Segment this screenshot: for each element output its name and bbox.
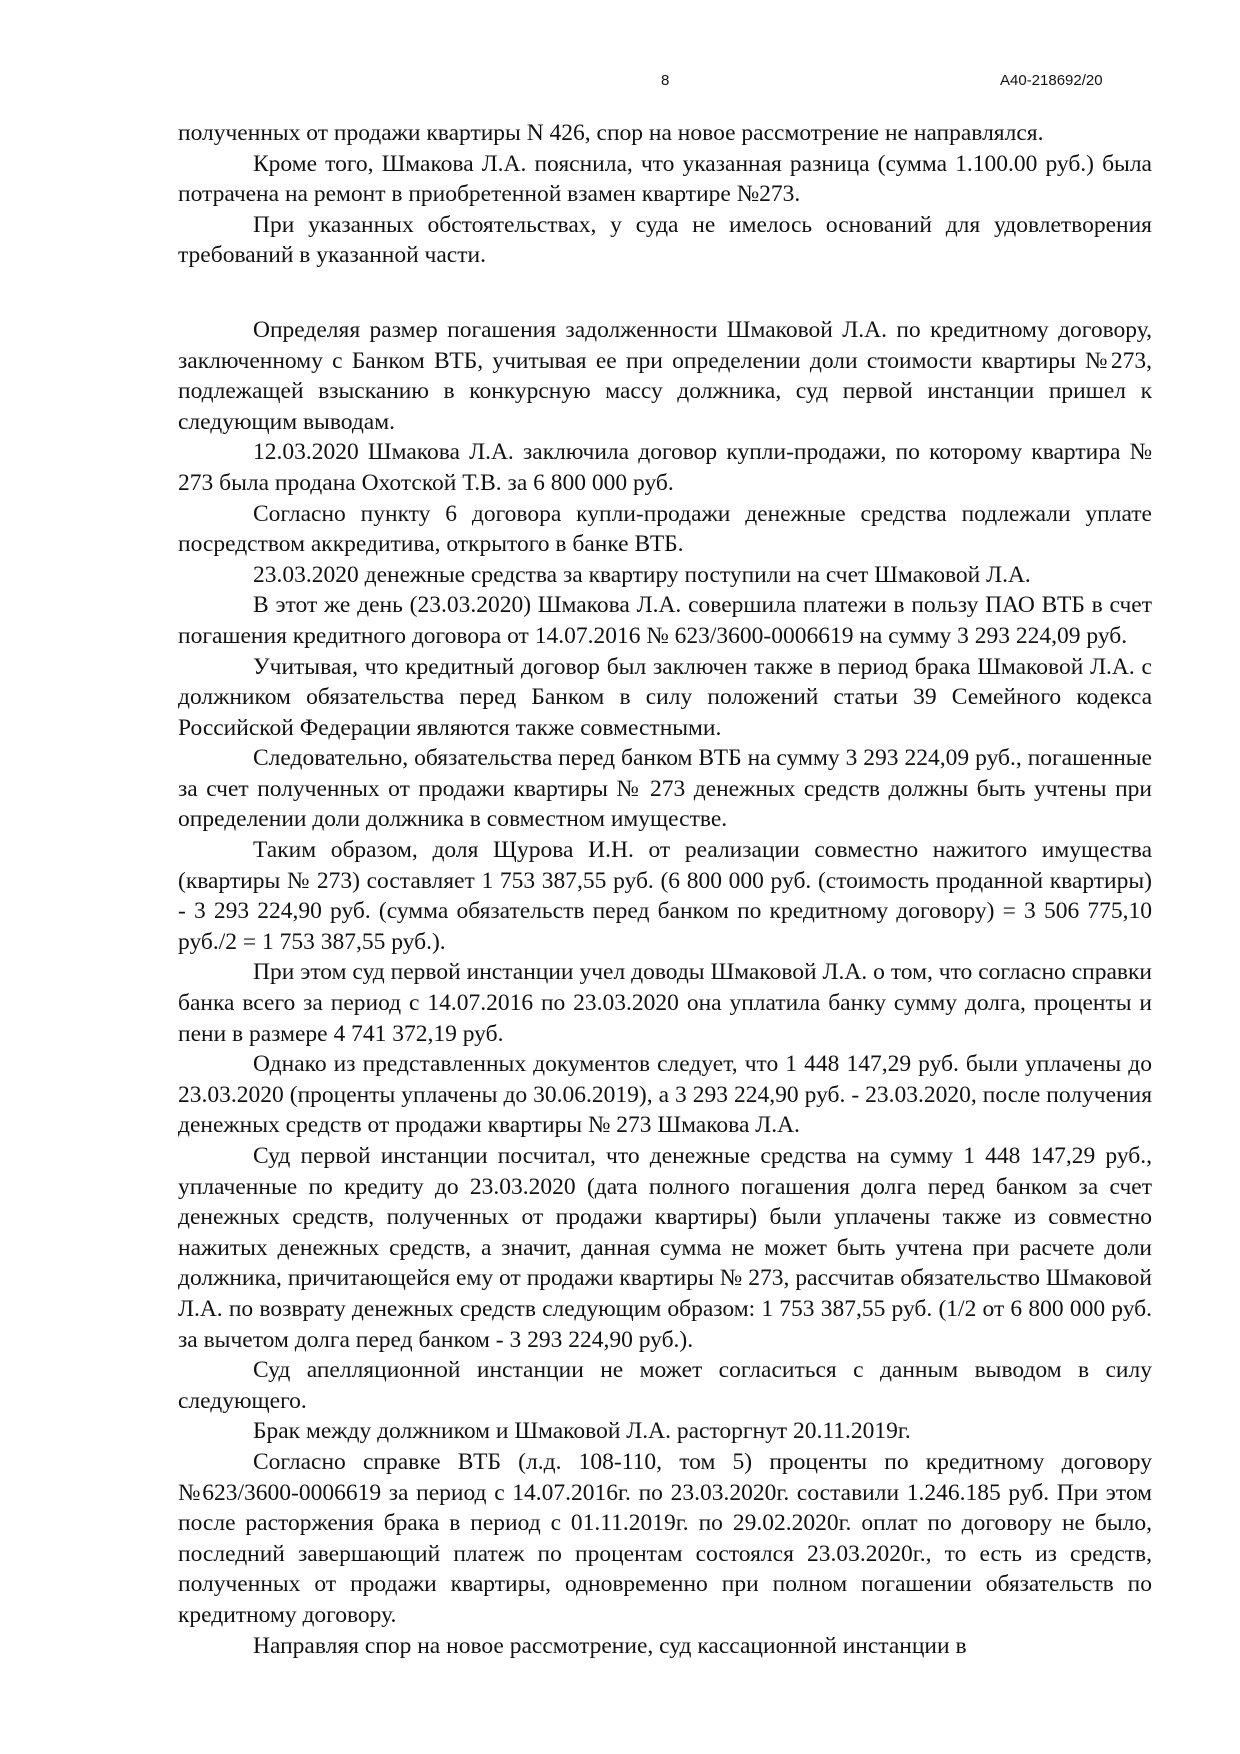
paragraph: При указанных обстоятельствах, у суда не имелось оснований для удовлетворения требований в указанной части. [178, 211, 1152, 269]
paragraph: В этот же день (23.03.2020) Шмакова Л.А. совершила платежи в пользу ПАО ВТБ в счет погашения кредитного договора от 14.07.2016 № 623/3600-0006619 на сумму 3 293 224,09 руб. [178, 592, 1152, 649]
paragraph: Суд апелляционной инстанции не может согласиться с данным выводом в силу следующего. [178, 1357, 1152, 1414]
paragraph: Следовательно, обязательства перед банком ВТБ на сумму 3 293 224,09 руб., погашенные за счет полученных от продажи квартиры № 273 денежных средств должны быть учтены при определении доли должника в совместном имуществе. [178, 745, 1152, 833]
paragraph: Согласно справке ВТБ (л.д. 108-110, том 5) проценты по кредитному договору №623/3600-0006619 за период с 14.07.2016г. по 23.03.2020г. составили 1.246.185 руб. При этом после расторжения брака в период с 01.11.2019г. по 29.02.2020г. оплат по договору не было, последний завершающий платеж по процентам состоялся 23.03.2020г., то есть из средств, полученных от продажи квартиры, одновременно при полном погашении обязательств по кредитному договору. [178, 1448, 1152, 1628]
paragraph: При этом суд первой инстанции учел доводы Шмаковой Л.А. о том, что согласно справки банка всего за период с 14.07.2016 по 23.03.2020 она уплатила банку сумму долга, проценты и пени в размере 4 741 372,19 руб. [178, 959, 1152, 1047]
paragraph: 23.03.2020 денежные средства за квартиру поступили на счет Шмаковой Л.А. [253, 561, 1031, 588]
paragraph: Таким образом, доля Щурова И.Н. от реализации совместно нажитого имущества (квартиры № 273) составляет 1 753 387,55 руб. (6 800 000 руб. (стоимость проданной квартиры) - 3 293 224,90 руб. (сумма обязательств перед банком по кредитному договору) = 3 506 775,10 руб./2 = 1 753 387,55 руб.). [178, 837, 1152, 955]
paragraph: полученных от продажи квартиры N 426, спор на новое рассмотрение не направлялся. [178, 120, 1044, 146]
paragraph: 12.03.2020 Шмакова Л.А. заключила договор купли-продажи, по которому квартира № 273 была продана Охотской Т.В. за 6 800 000 руб. [178, 439, 1152, 496]
paragraph: Направляя спор на новое рассмотрение, суд кассационной инстанции в [253, 1632, 967, 1659]
case-number: А40-218692/20 [1000, 72, 1103, 89]
paragraph: Согласно пункту 6 договора купли-продажи денежные средства подлежали уплате посредством аккредитива, открытого в банке ВТБ. [178, 500, 1152, 558]
paragraph: Однако из представленных документов следует, что 1 448 147,29 руб. были уплачены до 23.03.2020 (проценты уплачены до 30.06.2019), а 3 293 224,90 руб. - 23.03.2020, после получения денежных средств от продажи квартиры № 273 Шмакова Л.А. [178, 1051, 1152, 1139]
paragraph: Брак между должником и Шмаковой Л.А. расторгнут 20.11.2019г. [253, 1418, 911, 1445]
document-body [178, 118, 1152, 1661]
paragraph: Определяя размер погашения задолженности Шмаковой Л.А. по кредитному договору, заключенному с Банком ВТБ, учитывая ее при определении доли стоимости квартиры №273, подлежащей взысканию в конкурсную массу должника, суд первой инстанции пришел к следующим выводам. [178, 316, 1152, 435]
paragraph: Учитывая, что кредитный договор был заключен также в период брака Шмаковой Л.А. с должником обязательства перед Банком в силу положений статьи 39 Семейного кодекса Российской Федерации являются также совместными. [178, 653, 1152, 741]
page-number: 8 [661, 72, 670, 89]
paragraph: Суд первой инстанции посчитал, что денежные средства на сумму 1 448 147,29 руб., уплаченные по кредиту до 23.03.2020 (дата полного погашения долга перед банком за счет денежных средств, полученных от продажи квартиры) были уплачены также из совместно нажитых денежных средств, а значит, данная сумма не может быть учтена при расчете доли должника, причитающейся ему от продажи квартиры № 273, рассчитав обязательство Шмаковой Л.А. по возврату денежных средств следующим образом: 1 753 387,55 руб. (1/2 от 6 800 000 руб. за вычетом долга перед банком - 3 293 224,90 руб.). [178, 1143, 1152, 1353]
paragraph: Кроме того, Шмакова Л.А. пояснила, что указанная разница (сумма 1.100.00 руб.) была потрачена на ремонт в приобретенной взамен квартире №273. [178, 150, 1152, 208]
